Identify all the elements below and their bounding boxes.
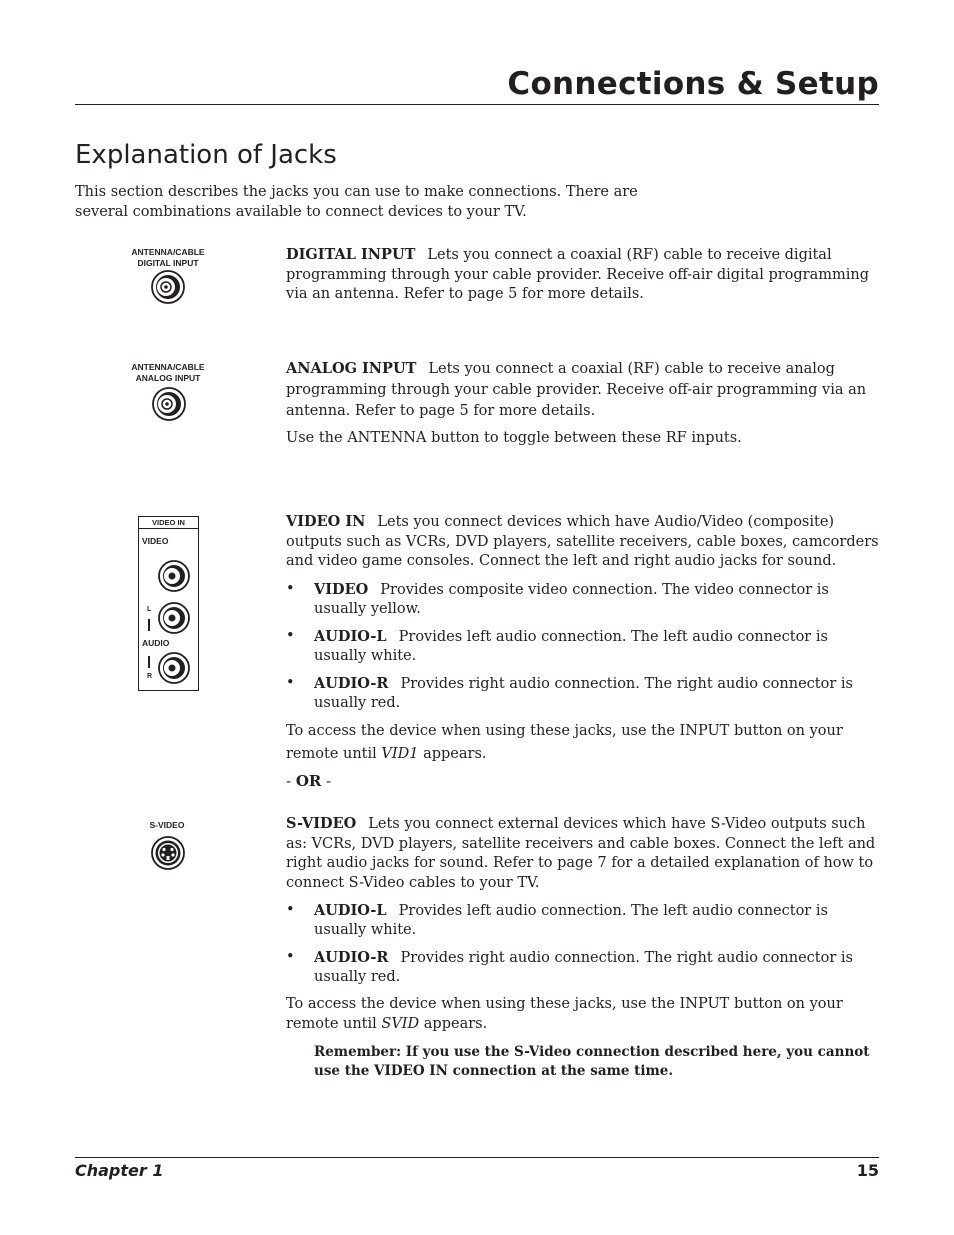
footer-rule [75, 1157, 879, 1158]
footer-chapter: Chapter 1 [75, 1161, 164, 1180]
digital-input-term: DIGITAL INPUT [286, 246, 416, 263]
panel-r-bar [148, 656, 150, 668]
video-in-term: VIDEO IN [286, 513, 366, 530]
video-in-bullet-audio-l: • AUDIO-L Provides left audio connection. The left audio connector is usually white. [286, 628, 828, 664]
panel-r-label: R [147, 673, 153, 680]
panel-video-label: VIDEO [142, 536, 169, 546]
svideo-bullet-audio-r: • AUDIO-R Provides right audio connection. The right audio connector is usually red. [286, 949, 853, 985]
svideo-jack-icon [150, 835, 186, 871]
coax-jack-digital-icon [150, 269, 186, 305]
digital-input-description: DIGITAL INPUT Lets you connect a coaxial (RF) cable to receive digital programming through your cable provider. Receive off-air digital programming via an antenna. Refer to page 5 for more details. [286, 246, 870, 302]
video-in-panel [138, 516, 199, 691]
header-rule [75, 104, 879, 105]
remember-note: Remember: If you use the S-Video connection described here, you cannot use the VIDEO IN connection at the same time. [314, 1044, 870, 1079]
intro-paragraph: This section describes the jacks you can use to make connections. There are several combinations available to connect devices to your TV. [75, 184, 638, 220]
analog-jack-label: ANTENNA/CABLE ANALOG INPUT [131, 362, 205, 383]
analog-input-term: ANALOG INPUT [286, 360, 417, 377]
svideo-bullet-audio-l: • AUDIO-L Provides left audio connection. The left audio connector is usually white. [286, 902, 828, 938]
digital-jack-label: ANTENNA/CABLE DIGITAL INPUT [131, 247, 205, 268]
panel-l-bar [148, 619, 150, 631]
panel-audio-label: AUDIO [142, 638, 170, 648]
antenna-toggle-note: Use the ANTENNA button to toggle between these RF inputs. [286, 430, 742, 446]
svideo-term: S-VIDEO [286, 815, 357, 832]
rca-jack-audio-l-icon [157, 601, 191, 639]
coax-jack-analog-icon [151, 386, 187, 422]
rca-jack-audio-r-icon [157, 651, 191, 689]
video-in-access-note: To access the device when using these jacks, use the INPUT button on your remote until VID1 appears. [286, 723, 843, 762]
rca-jack-video-icon [157, 559, 191, 597]
video-in-bullet-video: • VIDEO Provides composite video connection. The video connector is usually yellow. [286, 581, 829, 617]
svideo-description: S-VIDEO Lets you connect external devices which have S-Video outputs such as: VCRs, DVD players, satellite receivers and cable boxes. Connect the left and right audio jacks for sound. Refer to page 7 for a detailed explanation of how to connect S-Video cables to your TV. [286, 815, 876, 891]
or-divider: - OR - [286, 772, 332, 790]
video-in-panel-title: VIDEO IN [139, 517, 198, 529]
section-title: Explanation of Jacks [75, 140, 337, 170]
footer-page-number: 15 [856, 1161, 879, 1180]
panel-l-label: L [147, 606, 152, 613]
video-in-bullet-audio-r: • AUDIO-R Provides right audio connection. The right audio connector is usually red. [286, 675, 853, 711]
analog-input-description: ANALOG INPUT Lets you connect a coaxial (RF) cable to receive analog programming through your cable provider. Receive off-air programming via an antenna. Refer to page 5 for more details. [286, 360, 867, 419]
svideo-access-note: To access the device when using these jacks, use the INPUT button on your remote until SVID appears. [286, 996, 843, 1032]
svideo-jack-label: S-VIDEO [149, 820, 185, 830]
video-in-description: VIDEO IN Lets you connect devices which have Audio/Video (composite) outputs such as VCRs, DVD players, satellite receivers, cable boxes, camcorders and video game consoles. Connect the left and right audio jacks for sound. [286, 513, 879, 569]
running-header-title: Connections & Setup [507, 66, 879, 102]
